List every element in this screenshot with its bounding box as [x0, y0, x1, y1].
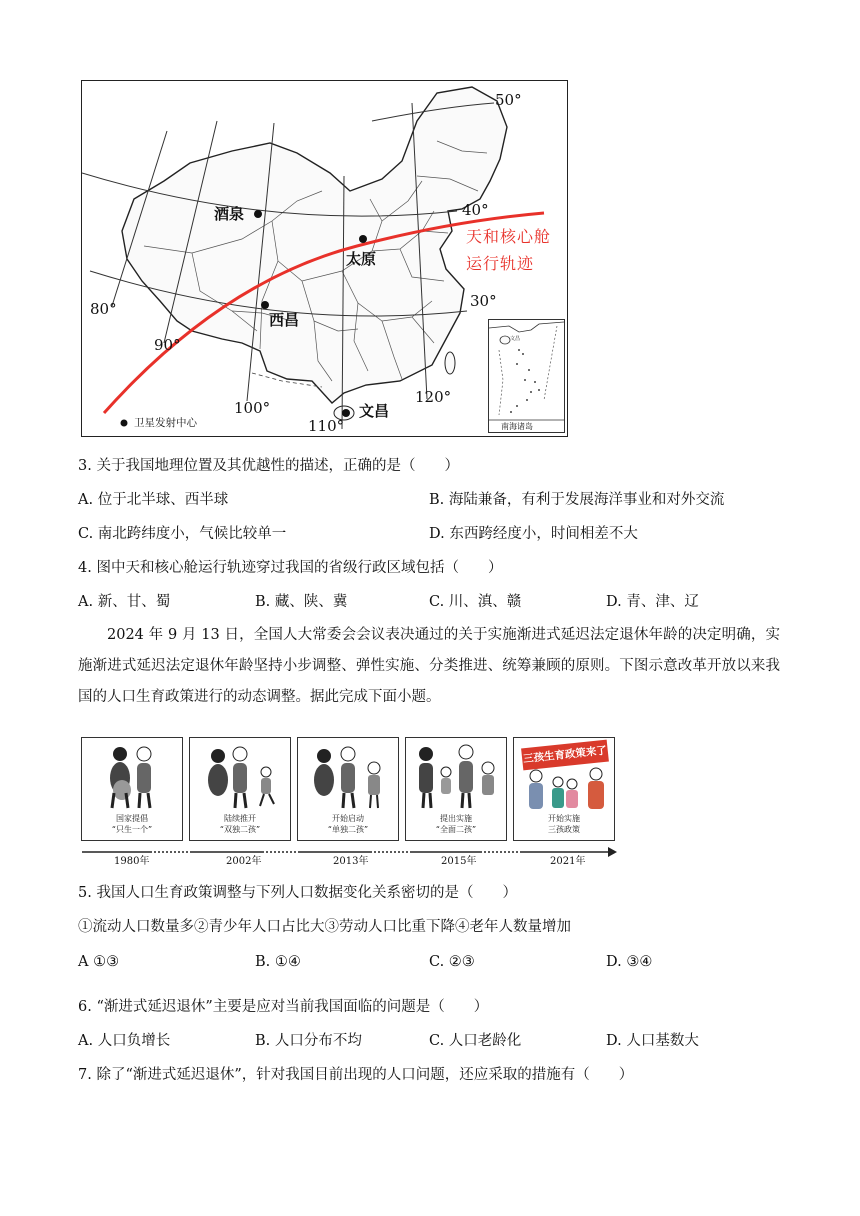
label-lon90: 90°	[154, 336, 181, 354]
q6-option-b[interactable]: B. 人口分布不均	[255, 1033, 362, 1049]
panel-illustration	[514, 738, 614, 810]
legend-text: 卫星发射中心	[134, 417, 197, 429]
south-china-sea-inset	[488, 319, 565, 433]
panel-caption-2: “只生一个”	[111, 825, 153, 834]
q3-option-a[interactable]: A. 位于北半球、西半球	[78, 492, 229, 508]
timeline-panel-2013	[297, 737, 399, 841]
panel-caption-1: 提出实施	[440, 814, 472, 823]
inset-city-label: 文昌	[510, 336, 521, 342]
label-lat50: 50°	[495, 91, 522, 109]
q6-option-a[interactable]: A. 人口负增长	[78, 1033, 171, 1049]
reading-passage: 2024 年 9 月 13 日，全国人大常委会会议表决通过的关于实施渐进式延迟法定退休年龄的决定明确，实施渐进式延迟法定退休年龄坚持小步调整、弹性实施、分类推进、统筹兼顾的原则。下图示意改革开放以来我国的人口生育政策进行的动态调整。据此完成下面小题。	[78, 627, 780, 705]
year-2002: 2002年	[226, 856, 262, 867]
label-jiuquan: 酒泉	[214, 205, 245, 223]
three-child-banner: 三孩生育政策来了	[521, 740, 609, 771]
panel-caption-2: “双独二孩”	[219, 825, 261, 834]
panel-illustration	[82, 738, 182, 810]
panel-illustration	[190, 738, 290, 810]
q3-option-b[interactable]: B. 海陆兼备，有利于发展海洋事业和对外交流	[429, 492, 725, 508]
timeline-panel-2015	[405, 737, 507, 841]
panel-caption-1: 陆续推开	[224, 814, 256, 823]
year-2013: 2013年	[333, 856, 369, 867]
label-xichang: 西昌	[269, 311, 300, 329]
q4-option-b[interactable]: B. 藏、陕、冀	[255, 594, 348, 610]
q5-items: ①流动人口数量多②青少年人口占比大③劳动人口比重下降④老年人数量增加	[78, 919, 571, 935]
timeline-panel-2021	[513, 737, 615, 841]
timeline-panel-2002	[189, 737, 291, 841]
q7-stem: 7. 除了“渐进式延迟退休”，针对我国目前出现的人口问题，还应采取的措施有（ ）	[78, 1067, 634, 1083]
q5-option-c[interactable]: C. ②③	[429, 954, 475, 970]
year-1980: 1980年	[114, 856, 150, 867]
q3-option-c[interactable]: C. 南北跨纬度小，气候比较单一	[78, 526, 287, 542]
q4-option-a[interactable]: A. 新、甘、蜀	[78, 594, 171, 610]
label-lat40: 40°	[462, 201, 489, 219]
legend-dot	[121, 420, 128, 427]
q6-option-d[interactable]: D. 人口基数大	[606, 1033, 699, 1049]
inset-label: 南海诸岛	[501, 422, 533, 431]
jiuquan-dot	[254, 210, 262, 218]
q4-stem: 4. 图中天和核心舱运行轨迹穿过我国的省级行政区域包括（ ）	[78, 560, 503, 576]
xichang-dot	[261, 301, 269, 309]
panel-illustration	[298, 738, 398, 810]
panel-caption-1: 开始启动	[332, 814, 364, 823]
panel-illustration	[406, 738, 506, 810]
q6-stem: 6. “渐进式延迟退休”主要是应对当前我国面临的问题是（ ）	[78, 999, 489, 1015]
q5-option-d[interactable]: D. ③④	[606, 954, 653, 970]
wenchang-dot	[342, 409, 350, 417]
q5-option-b[interactable]: B. ①④	[255, 954, 301, 970]
label-taiyuan: 太原	[346, 250, 377, 268]
timeline-panel-1980	[81, 737, 183, 841]
label-lon100: 100°	[234, 399, 271, 417]
taiyuan-dot	[359, 235, 367, 243]
orbit-label-line2: 运行轨迹	[466, 254, 535, 273]
panel-caption-2: 三孩政策	[548, 825, 580, 834]
label-lon120: 120°	[415, 388, 452, 406]
q4-option-d[interactable]: D. 青、津、辽	[606, 594, 699, 610]
label-wenchang: 文昌	[359, 402, 390, 420]
year-2021: 2021年	[550, 856, 586, 867]
year-2015: 2015年	[441, 856, 477, 867]
panel-caption-2: “全面二孩”	[435, 825, 477, 834]
q5-option-a[interactable]: A ①③	[78, 954, 120, 970]
orbit-label-line1: 天和核心舱	[466, 227, 552, 246]
china-map-figure	[81, 80, 568, 437]
q3-stem: 3. 关于我国地理位置及其优越性的描述，正确的是（ ）	[78, 458, 459, 474]
inset-svg	[489, 320, 564, 432]
panel-caption-1: 国家提倡	[116, 814, 148, 823]
label-lon110: 110°	[308, 417, 345, 435]
taiwan-island	[445, 352, 455, 374]
q5-stem: 5. 我国人口生育政策调整与下列人口数据变化关系密切的是（ ）	[78, 885, 517, 901]
panel-caption-1: 开始实施	[548, 814, 580, 823]
q4-option-c[interactable]: C. 川、滇、赣	[429, 594, 522, 610]
panel-caption-2: “单独二孩”	[327, 825, 369, 834]
q6-option-c[interactable]: C. 人口老龄化	[429, 1033, 522, 1049]
label-lat30: 30°	[470, 292, 497, 310]
q3-option-d[interactable]: D. 东西跨经度小，时间相差不大	[429, 526, 638, 542]
label-lon80: 80°	[90, 300, 117, 318]
